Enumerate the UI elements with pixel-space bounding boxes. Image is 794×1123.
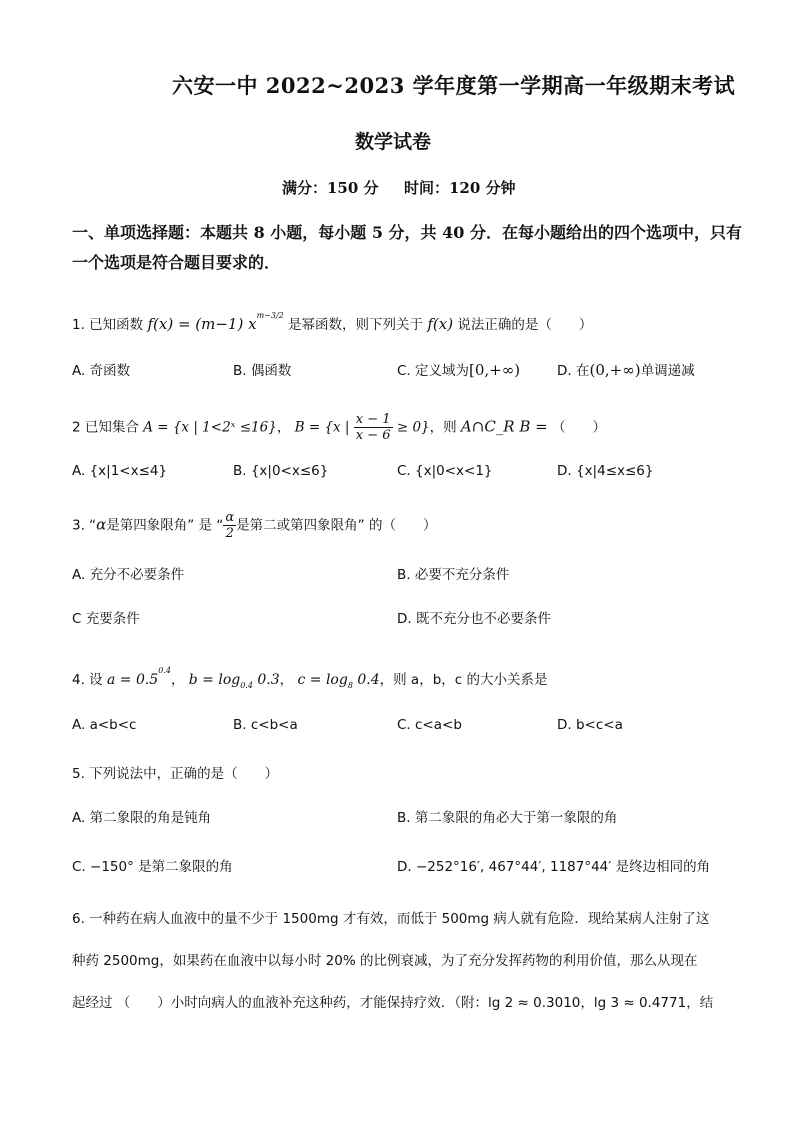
q4-c-log: c = log bbox=[297, 672, 348, 688]
q4-suffix: ，则 a，b，c 的大小关系是 bbox=[379, 672, 548, 688]
q5-option-d: D. −252°16′, 467°44′, 1187°44′ 是终边相同的角 bbox=[397, 859, 711, 875]
q2-ask: ，则 bbox=[429, 419, 457, 436]
section-heading-line2: 一个选项是符合题目要求的． bbox=[72, 253, 281, 272]
q4-b-expr bbox=[189, 672, 280, 688]
q4-option-b: B. c<b<a bbox=[233, 717, 298, 733]
q1-prefix: 1. 已知函数 bbox=[72, 317, 144, 333]
q4-a-exponent: 0.4 bbox=[158, 666, 171, 675]
q1-stem bbox=[72, 311, 592, 333]
q1-option-d-tail: 单调递减 bbox=[640, 363, 695, 379]
q1-option-c-label: C. 定义域为 bbox=[397, 363, 470, 379]
q5-option-b: B. 第二象限的角必大于第一象限的角 bbox=[397, 810, 618, 826]
q3-option-c: C 充要条件 bbox=[72, 611, 140, 627]
q2-set-b-post: ≥ 0} bbox=[396, 419, 430, 436]
q1-option-d-interval: (0,+∞) bbox=[589, 361, 641, 379]
q1-function-formula: f(x) = (m−1) $x^{m-3/2}$ bbox=[147, 311, 284, 333]
q3-alpha: α bbox=[96, 515, 107, 534]
q4-c-arg: 0.4 bbox=[352, 672, 380, 688]
q1-option-d-label: D. 在 bbox=[557, 363, 590, 379]
q4-a-expr bbox=[106, 666, 171, 688]
q1-option-c-interval: [0,+∞) bbox=[469, 361, 521, 379]
q4-c-base: 8 bbox=[347, 680, 353, 690]
q2-option-c: C. {x|0<x<1} bbox=[397, 463, 493, 479]
exam-subtitle: 数学试卷 bbox=[355, 131, 432, 153]
score-label: 满分：150 分 bbox=[282, 179, 379, 197]
q4-b-log: b = log bbox=[188, 672, 241, 688]
section-heading-line1: 一、单项选择题：本题共 8 小题，每小题 5 分，共 40 分．在每小题给出的四个选项中，只有 bbox=[72, 223, 742, 242]
q4-option-c: C. c<a<b bbox=[397, 717, 462, 733]
q6-line3: 起经过 （ ）小时向病人的血液补充这种药，才能保持疗效．（附：lg 2 ≈ 0.3010，lg 3 ≈ 0.4771，结 bbox=[72, 995, 714, 1011]
q3-frac-den: 2 bbox=[225, 526, 234, 541]
q4-stem: 4. 设 $a = 0.5^{0.4}$， $b = \log_{0.4} 0.3$， $c = \log_8 0.4$，则 a，b，c 的大小关系是 bbox=[72, 666, 548, 690]
q6-line1: 6. 一种药在病人血液中的量不少于 1500mg 才有效，而低于 500mg 病人就有危险．现给某病人注射了这 bbox=[72, 911, 710, 927]
q4-b-base: 0.4 bbox=[240, 680, 253, 690]
q1-fx: f(x) bbox=[427, 315, 454, 333]
q3-stem bbox=[72, 510, 436, 541]
q2-frac-den: x − 6 bbox=[355, 428, 391, 443]
q2-set-b-pre: B = {x | bbox=[294, 419, 350, 436]
q5-option-c: C. −150° 是第二象限的角 bbox=[72, 859, 233, 875]
q4-a-base: a = 0.5 bbox=[106, 672, 159, 688]
exam-title: 六安一中 2022~2023 学年度第一学期高一年级期末考试 bbox=[172, 73, 736, 98]
q3-option-a: A. 充分不必要条件 bbox=[72, 567, 185, 583]
q4-option-a: A. a<b<c bbox=[72, 717, 137, 733]
q2-option-b: B. {x|0<x≤6} bbox=[233, 463, 329, 479]
q4-option-d: D. b<c<a bbox=[557, 717, 623, 733]
q3-frac-num: α bbox=[225, 510, 235, 525]
q3-mid1: 是第四象限角” 是 “ bbox=[106, 517, 224, 534]
q3-fraction bbox=[223, 510, 236, 541]
q2-expr: A∩C_R B = bbox=[460, 417, 548, 436]
q2-option-a: A. {x|1<x≤4} bbox=[72, 463, 168, 479]
q4-c-expr bbox=[297, 672, 379, 688]
q2-stem: 2 已知集合 A = {x | 1<2ˣ ≤16}， B = {x | $\frac{x - 1}{x - 6}$ ≥ 0}，则 A∩C_R B = （ ） bbox=[72, 412, 607, 443]
q1-mid: 是幂函数，则下列关于 bbox=[288, 317, 424, 333]
q2-set-a: A = {x | 1<2ˣ ≤16} bbox=[143, 419, 277, 436]
q4-prefix: 4. 设 bbox=[72, 672, 103, 688]
time-label: 时间：120 分钟 bbox=[404, 179, 516, 197]
q2-end: （ ） bbox=[552, 419, 607, 436]
q2-frac-num: x − 1 bbox=[355, 412, 391, 427]
q5-stem: 5. 下列说法中，正确的是（ ） bbox=[72, 766, 279, 782]
q4-b-arg: 0.3 bbox=[252, 672, 280, 688]
q3-mid2: 是第二或第四象限角” 的（ ） bbox=[236, 517, 437, 534]
q2-option-d: D. {x|4≤x≤6} bbox=[557, 463, 654, 479]
q1-option-c bbox=[397, 359, 520, 379]
q1-option-d bbox=[557, 359, 695, 379]
q3-option-d: D. 既不充分也不必要条件 bbox=[397, 611, 551, 627]
q1-option-a: A. 奇函数 bbox=[72, 363, 131, 379]
q1-option-b: B. 偶函数 bbox=[233, 363, 292, 379]
q2-prefix: 2 已知集合 bbox=[72, 419, 139, 436]
q1-suffix: 说法正确的是（ ） bbox=[457, 317, 593, 333]
q5-option-a: A. 第二象限的角是钝角 bbox=[72, 810, 212, 826]
q2-set-b-fraction bbox=[354, 412, 393, 443]
q3-option-b: B. 必要不充分条件 bbox=[397, 567, 510, 583]
q3-pre: 3. “ bbox=[72, 517, 97, 534]
q6-line2: 种药 2500mg，如果药在血液中以每小时 20% 的比例衰减，为了充分发挥药物的利用价值，那么从现在 bbox=[72, 953, 698, 969]
